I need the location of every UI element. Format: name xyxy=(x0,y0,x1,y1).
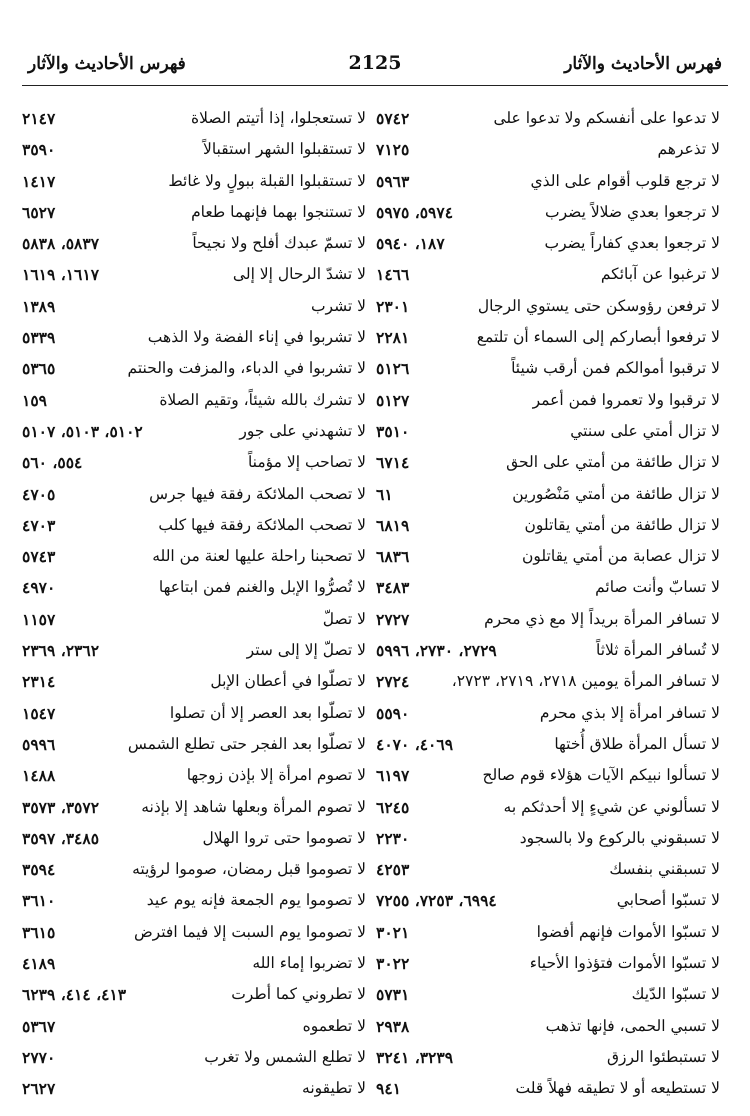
hadith-text: لا تصحب الملائكة رفقة فيها جرس xyxy=(149,484,366,503)
index-entry xyxy=(376,635,720,666)
hadith-text: لا تطيقونه xyxy=(302,1079,366,1098)
hadith-refs: ١٥٩ xyxy=(22,390,47,410)
hadith-refs: ٣٠٢١ xyxy=(376,922,410,942)
hadith-text: لا ترجعوا بعدي ضلالاً يضرب xyxy=(545,202,720,221)
hadith-text: لا تصوم المرأة وبعلها شاهد إلا بإذنه xyxy=(141,797,366,816)
hadith-refs: ٧١٢٥ xyxy=(376,140,410,160)
hadith-text: لا تزال أمتي على سنتي xyxy=(570,421,720,440)
index-entry xyxy=(376,510,720,541)
hadith-text: لا تسبقوني بالركوع ولا بالسجود xyxy=(519,828,720,847)
hadith-text: لا تسابّ وأنت صائم xyxy=(595,578,720,597)
hadith-refs: ١٤١٧ xyxy=(22,171,56,191)
hadith-text: لا تستقبلوا القبلة ببولٍ ولا غائط xyxy=(168,171,366,190)
index-entry xyxy=(376,353,720,384)
header-rule xyxy=(22,85,728,86)
index-entry xyxy=(376,979,720,1010)
index-entry xyxy=(22,197,366,228)
hadith-text: لا ترقبوا ولا تعمروا فمن أعمر xyxy=(532,390,720,409)
hadith-text: لا تطروني كما أطرت xyxy=(231,985,366,1004)
index-entry xyxy=(22,1073,366,1104)
hadith-text: لا تذعرهم xyxy=(657,140,720,159)
hadith-text: لا تسبي الحمى، فإنها تذهب xyxy=(545,1016,720,1035)
index-entry xyxy=(376,166,720,197)
index-entry xyxy=(22,103,366,134)
hadith-text: لا تسافر المرأة بريداً إلا مع ذي محرم xyxy=(484,609,720,628)
hadith-text: لا تصحبنا راحلة عليها لعنة من الله xyxy=(152,547,366,566)
index-entry xyxy=(22,635,366,666)
hadith-refs: ٦٥٢٧ xyxy=(22,202,56,222)
header-title-right: فهرس الأحاديث والآثار xyxy=(564,54,722,74)
index-entry xyxy=(22,322,366,353)
index-entry xyxy=(22,416,366,447)
index-entry xyxy=(376,385,720,416)
hadith-text: لا تصلّ xyxy=(322,609,366,628)
hadith-refs: ٤٢٥٣ xyxy=(376,860,410,880)
hadith-refs: ٤١٨٩ xyxy=(22,954,56,974)
index-entry xyxy=(376,1011,720,1042)
hadith-refs: ١٤٦٦ xyxy=(376,265,410,285)
index-entry xyxy=(376,854,720,885)
hadith-text: لا تصحب الملائكة رفقة فيها كلب xyxy=(158,515,366,534)
hadith-refs: ٣٠٢٢ xyxy=(376,954,410,974)
hadith-refs: ٢٢٣٠ xyxy=(376,828,410,848)
hadith-refs: ٥٧٤٢ xyxy=(376,109,410,128)
hadith-refs: ٤٩٧٠ xyxy=(22,578,56,598)
index-entry xyxy=(376,885,720,916)
hadith-refs: ٢٣٦٢، ٢٣٦٩ xyxy=(22,641,100,661)
hadith-refs: ٥٩٦٣ xyxy=(376,171,410,191)
index-entry xyxy=(376,291,720,322)
hadith-refs: ٥١٢٧ xyxy=(376,390,410,410)
hadith-text: لا تُصرُّوا الإبل والغنم فمن ابتاعها xyxy=(158,578,366,597)
index-entry xyxy=(22,604,366,635)
hadith-refs: ٢٧٢٤ xyxy=(376,672,410,692)
hadith-refs: ١٦١٧، ١٦١٩ xyxy=(22,265,100,285)
hadith-refs: ٣٦١٠ xyxy=(22,891,56,911)
hadith-text: لا تصلّوا في أعطان الإبل xyxy=(210,672,366,691)
hadith-text: لا تسبّوا الأموات فتؤذوا الأحياء xyxy=(529,954,720,973)
index-entry xyxy=(376,228,720,259)
index-entry xyxy=(22,228,366,259)
hadith-text: لا تستطيعه أو لا تطيقه فهلاً قلت xyxy=(515,1079,720,1098)
hadith-text: لا تزال عصابة من أمتي يقاتلون xyxy=(522,547,720,566)
index-entry xyxy=(376,698,720,729)
index-entry xyxy=(376,948,720,979)
hadith-refs: ٦٩٩٤، ٧٢٥٣، ٧٢٥٥ xyxy=(376,891,497,911)
hadith-text: لا تصوموا قبل رمضان، صوموا لرؤيته xyxy=(132,860,366,879)
page-number: 2125 xyxy=(348,52,402,74)
hadith-text: لا تستعجلوا، إذا أتيتم الصلاة xyxy=(191,109,366,127)
hadith-refs: ٣٦١٥ xyxy=(22,922,56,942)
index-entry xyxy=(376,792,720,823)
hadith-text: لا تصلّوا بعد العصر إلا أن تصلوا xyxy=(169,703,366,722)
index-entry xyxy=(22,353,366,384)
index-entry xyxy=(376,197,720,228)
hadith-text: لا تسألوا نبيكم الآيات هؤلاء قوم صالح xyxy=(482,766,720,785)
index-entry xyxy=(376,572,720,603)
hadith-refs: ٥١٠٢، ٥١٠٣، ٥١٠٧ xyxy=(22,421,143,441)
index-entry xyxy=(22,948,366,979)
hadith-refs: ١٣٨٩ xyxy=(22,296,56,316)
hadith-text: لا تسبّوا الدّيك xyxy=(631,985,720,1004)
hadith-text: لا ترجعوا بعدي كفاراً يضرب xyxy=(544,234,720,253)
hadith-text: لا تدعوا على أنفسكم ولا تدعوا على xyxy=(493,109,720,127)
hadith-refs: ٥٣٣٩ xyxy=(22,328,56,348)
hadith-refs: ٥٣٦٥ xyxy=(22,359,56,379)
hadith-text: لا تصلّ إلا إلى ستر xyxy=(246,641,366,660)
hadith-refs: ٢١٤٧ xyxy=(22,109,56,128)
index-entry xyxy=(22,447,366,478)
hadith-text: لا تسبقني بنفسك xyxy=(609,860,720,879)
index-entry xyxy=(376,134,720,165)
index-entry xyxy=(22,979,366,1010)
hadith-refs: ٤٧٠٥ xyxy=(22,484,56,504)
hadith-text: لا ترفعن رؤوسكن حتى يستوي الرجال xyxy=(477,296,720,315)
index-entry xyxy=(376,760,720,791)
hadith-text: لا تسافر المرأة يومين ٢٧١٨، ٢٧١٩، ٢٧٢٣، xyxy=(451,672,720,691)
index-entry xyxy=(22,1011,366,1042)
hadith-text: لا تشربوا في الدباء، والمزفت والحنتم xyxy=(127,359,366,378)
index-entry xyxy=(376,416,720,447)
hadith-refs: ٣٢٣٩، ٣٢٤١ xyxy=(376,1047,454,1067)
hadith-refs: ٥٩٧٤، ٥٩٧٥ xyxy=(376,202,454,222)
index-entry xyxy=(22,479,366,510)
hadith-text: لا تصاحب إلا مؤمناً xyxy=(247,453,366,472)
index-entry xyxy=(376,604,720,635)
hadith-refs: ١٥٤٧ xyxy=(22,703,56,723)
hadith-refs: ٣٥٧٢، ٣٥٧٣ xyxy=(22,797,100,817)
hadith-refs: ٣٤٨٥، ٣٥٩٧ xyxy=(22,828,100,848)
index-entry xyxy=(22,885,366,916)
hadith-text: لا ترغبوا عن آبائكم xyxy=(600,265,720,284)
header-title-left: فهرس الأحاديث والآثار xyxy=(28,54,186,74)
hadith-text: لا تشرك بالله شيئاً، وتقيم الصلاة xyxy=(159,390,366,409)
hadith-refs: ٥٧٤٣ xyxy=(22,547,56,567)
hadith-text: لا ترفعوا أبصاركم إلى السماء أن تلتمع xyxy=(476,328,720,347)
hadith-text: لا تشرب xyxy=(310,296,366,315)
hadith-refs: ٥٨٣٧، ٥٨٣٨ xyxy=(22,234,100,254)
hadith-refs: ٥١٢٦ xyxy=(376,359,410,379)
right-column xyxy=(376,103,720,1105)
index-entry xyxy=(22,385,366,416)
index-entry xyxy=(376,447,720,478)
index-entry xyxy=(22,259,366,290)
hadith-refs: ٥٧٣١ xyxy=(376,985,410,1005)
hadith-refs: ٢٧٧٠ xyxy=(22,1047,56,1067)
index-entry xyxy=(22,166,366,197)
hadith-text: لا تستبطئوا الرزق xyxy=(607,1047,720,1066)
hadith-text: لا تشهدني على جور xyxy=(239,421,366,440)
hadith-text: لا تصوم امرأة إلا بإذن زوجها xyxy=(186,766,366,785)
hadith-refs: ٢٦٢٧ xyxy=(22,1079,56,1099)
hadith-refs: ٤٧٠٣ xyxy=(22,515,56,535)
hadith-text: لا تصوموا يوم الجمعة فإنه يوم عيد xyxy=(146,891,366,910)
index-entry xyxy=(22,854,366,885)
hadith-refs: ٦١ xyxy=(376,484,393,504)
hadith-text: لا تُسافر المرأة ثلاثاً xyxy=(595,641,720,660)
hadith-refs: ٥٥٩٠ xyxy=(376,703,410,723)
index-entry xyxy=(376,917,720,948)
hadith-refs: ٣٥٩٤ xyxy=(22,860,56,880)
left-column xyxy=(22,103,366,1105)
hadith-refs: ٥٩٩٦ xyxy=(22,734,56,754)
hadith-refs: ٦٨١٩ xyxy=(376,515,410,535)
index-entry xyxy=(376,103,720,134)
hadith-refs: ٦٨٣٦ xyxy=(376,547,410,567)
hadith-text: لا تسبّوا أصحابي xyxy=(616,891,720,910)
hadith-refs: ١٨٧، ٥٩٤٠ xyxy=(376,234,445,254)
hadith-text: لا تزال طائفة من أمتي يقاتلون xyxy=(524,515,720,534)
index-entry xyxy=(22,698,366,729)
index-entry xyxy=(376,322,720,353)
hadith-refs: ٩٤١ xyxy=(376,1079,401,1099)
hadith-text: لا تسافر امرأة إلا بذي محرم xyxy=(539,703,720,722)
hadith-refs: ٢٧٢٧ xyxy=(376,609,410,629)
page-header xyxy=(22,50,728,84)
hadith-text: لا تزال طائفة من أمتي على الحق xyxy=(506,453,720,472)
hadith-refs: ٣٥١٠ xyxy=(376,421,410,441)
hadith-text: لا تصلّوا بعد الفجر حتى تطلع الشمس xyxy=(127,734,366,753)
index-entry xyxy=(376,823,720,854)
index-entry xyxy=(376,1073,720,1104)
hadith-text: لا ترجع قلوب أقوام على الذي xyxy=(530,171,720,190)
hadith-refs: ٤١٣، ٤١٤، ٦٢٣٩ xyxy=(22,985,127,1005)
hadith-refs: ٣٥٩٠ xyxy=(22,140,56,160)
index-entry xyxy=(22,510,366,541)
hadith-text: لا تستنجوا بهما فإنهما طعام xyxy=(191,202,366,221)
hadith-refs: ٢٢٨١ xyxy=(376,328,410,348)
index-entry xyxy=(22,823,366,854)
index-entry xyxy=(376,666,720,697)
index-entry xyxy=(376,1042,720,1073)
hadith-text: لا تشدّ الرحال إلا إلى xyxy=(232,265,366,284)
hadith-refs: ٤٠٦٩، ٤٠٧٠ xyxy=(376,734,454,754)
hadith-text: لا تسألوني عن شيءٍ إلا أحدثكم به xyxy=(503,797,720,816)
index-entry xyxy=(22,541,366,572)
index-entry xyxy=(22,729,366,760)
hadith-text: لا تستقبلوا الشهر استقبالاً xyxy=(202,140,366,159)
hadith-text: لا تصوموا يوم السبت إلا فيما افترض xyxy=(133,922,366,941)
hadith-text: لا تزال طائفة من أمتي مَنْصُورين xyxy=(512,484,720,503)
hadith-refs: ٢٩٣٨ xyxy=(376,1016,410,1036)
hadith-refs: ٣٤٨٣ xyxy=(376,578,410,598)
hadith-text: لا تسبّوا الأموات فإنهم أفضوا xyxy=(536,922,720,941)
index-entry xyxy=(22,666,366,697)
hadith-refs: ٢٣١٤ xyxy=(22,672,56,692)
hadith-refs: ٢٧٢٩، ٢٧٣٠، ٥٩٩٦ xyxy=(376,641,497,661)
index-entry xyxy=(22,760,366,791)
hadith-text: لا تطعموه xyxy=(302,1016,366,1035)
hadith-text: لا تطلع الشمس ولا تغرب xyxy=(204,1047,366,1066)
index-entry xyxy=(376,479,720,510)
hadith-text: لا تشربوا في إناء الفضة ولا الذهب xyxy=(147,328,366,347)
hadith-refs: ٦٧١٤ xyxy=(376,453,410,473)
hadith-text: لا تسأل المرأة طلاق أُختها xyxy=(554,734,720,753)
hadith-refs: ١٤٨٨ xyxy=(22,766,56,786)
hadith-refs: ٦١٩٧ xyxy=(376,766,410,786)
hadith-refs: ٥٥٤، ٥٦٠ xyxy=(22,453,83,473)
index-entry xyxy=(376,259,720,290)
hadith-refs: ١١٥٧ xyxy=(22,609,56,629)
hadith-refs: ٢٣٠١ xyxy=(376,296,410,316)
hadith-refs: ٥٣٦٧ xyxy=(22,1016,56,1036)
index-entry xyxy=(22,572,366,603)
index-entry xyxy=(22,291,366,322)
hadith-text: لا تصوموا حتى تروا الهلال xyxy=(202,828,366,847)
hadith-text: لا تسمّ عبدك أفلح ولا نجيحاً xyxy=(192,234,366,253)
index-entry xyxy=(376,729,720,760)
hadith-refs: ٦٢٤٥ xyxy=(376,797,410,817)
index-entry xyxy=(22,134,366,165)
index-entry xyxy=(22,1042,366,1073)
index-entry xyxy=(22,792,366,823)
index-entry xyxy=(376,541,720,572)
hadith-text: لا ترقبوا أموالكم فمن أرقب شيئاً xyxy=(511,359,720,378)
hadith-text: لا تضربوا إماء الله xyxy=(252,954,366,973)
index-entry xyxy=(22,917,366,948)
